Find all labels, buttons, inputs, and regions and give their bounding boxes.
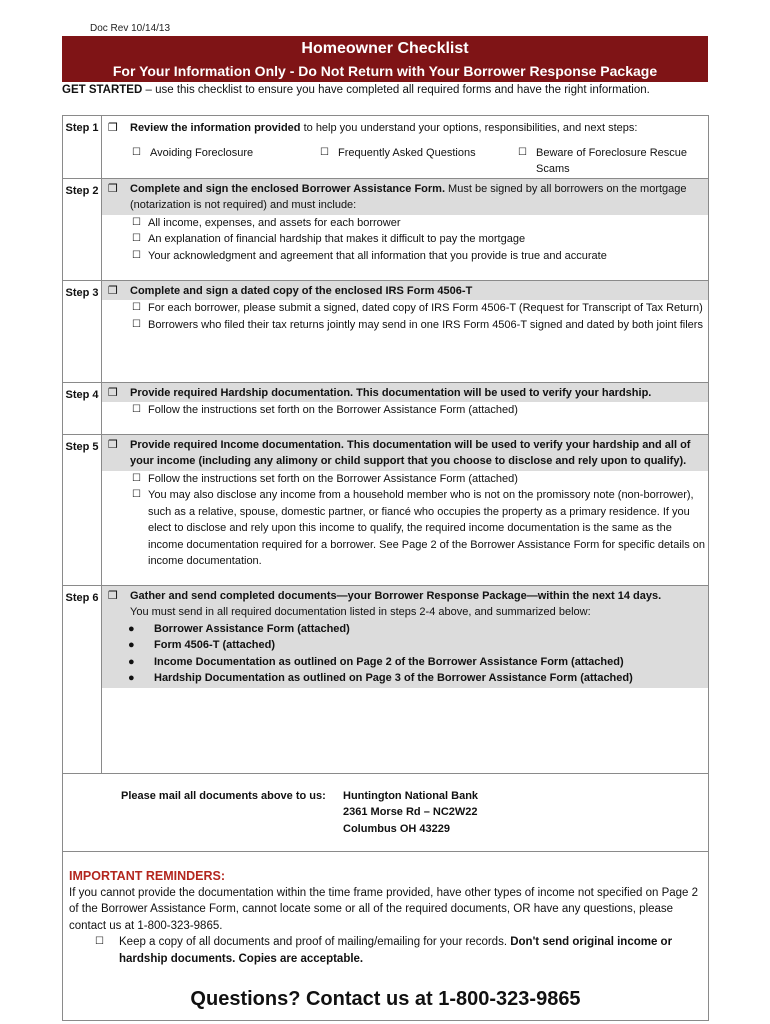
list-item bbox=[102, 215, 708, 232]
step-heading bbox=[102, 281, 708, 301]
checkbox-icon[interactable]: ❒ bbox=[108, 589, 118, 602]
step-heading-text: You must send in all required documentation listed in steps 2-4 above, and summarized below: bbox=[130, 606, 591, 618]
address-line: 2361 Morse Rd – NC2W22 bbox=[343, 806, 478, 818]
list-item-label: Hardship Documentation as outlined on Page 3 of the Borrower Assistance Form (attached) bbox=[154, 672, 633, 684]
list-item-label: All income, expenses, and assets for each borrower bbox=[148, 216, 401, 229]
get-started-label: GET STARTED bbox=[62, 84, 143, 96]
list-item bbox=[102, 300, 708, 317]
step-row bbox=[63, 178, 709, 280]
checkbox-icon[interactable]: ☐ bbox=[320, 146, 329, 158]
list-item-label: Beware of Foreclosure Rescue Scams bbox=[536, 146, 688, 175]
mailing-address bbox=[118, 788, 708, 838]
checkbox-icon[interactable]: ❒ bbox=[108, 284, 118, 297]
reminders-keep-item bbox=[69, 934, 702, 967]
step-label: Step 1 bbox=[63, 116, 102, 179]
mail-label: Please mail all documents above to us: bbox=[121, 789, 326, 802]
bullet-icon: ● bbox=[128, 672, 135, 684]
checkbox-icon[interactable]: ☐ bbox=[132, 302, 141, 313]
step-label: Step 5 bbox=[63, 434, 102, 585]
checkbox-icon[interactable]: ☐ bbox=[132, 233, 141, 244]
page-title: Homeowner Checklist bbox=[301, 40, 469, 57]
step-row bbox=[63, 585, 709, 773]
reminders-cell bbox=[63, 852, 709, 1021]
step-row bbox=[63, 434, 709, 585]
step-heading-bold: Gather and send completed documents—your Borrower Response Package—within the next 14 days. bbox=[130, 589, 662, 602]
checklist-table bbox=[62, 115, 709, 1021]
step-heading bbox=[102, 586, 708, 688]
checkbox-icon[interactable]: ❒ bbox=[108, 122, 118, 134]
step-heading bbox=[102, 179, 708, 215]
resource-list bbox=[102, 145, 708, 178]
step-row bbox=[63, 280, 709, 382]
step-content bbox=[102, 280, 709, 382]
step-heading-text: to help you understand your options, responsibilities, and next steps: bbox=[300, 122, 638, 134]
step-content bbox=[102, 434, 709, 585]
list-item bbox=[320, 145, 518, 178]
list-item-label: Borrowers who filed their tax returns jointly may send in one IRS Form 4506-T signed and dated by both joint filers bbox=[148, 318, 703, 331]
checkbox-icon[interactable]: ☐ bbox=[132, 146, 141, 158]
step-content bbox=[102, 116, 709, 179]
address-line: Columbus OH 43229 bbox=[343, 822, 450, 835]
step-row bbox=[63, 116, 709, 179]
checkbox-icon[interactable]: ☐ bbox=[518, 146, 527, 158]
list-item-label: Frequently Asked Questions bbox=[338, 146, 476, 159]
bullet-icon: ● bbox=[128, 639, 135, 651]
list-item-label: Your acknowledgment and agreement that all information that you provide is true and accurate bbox=[148, 249, 607, 262]
list-item bbox=[108, 654, 702, 671]
list-item bbox=[102, 471, 708, 488]
checkbox-icon[interactable]: ☐ bbox=[132, 472, 141, 484]
checkbox-icon[interactable]: ☐ bbox=[132, 216, 141, 228]
list-item bbox=[132, 145, 320, 178]
address-line: Huntington National Bank bbox=[343, 789, 479, 802]
checkbox-icon[interactable]: ☐ bbox=[132, 318, 141, 330]
reminders-title: IMPORTANT REMINDERS: bbox=[69, 869, 226, 883]
get-started-line bbox=[62, 84, 722, 96]
mailing-cell bbox=[63, 773, 709, 852]
list-item bbox=[102, 231, 708, 248]
step-label: Step 4 bbox=[63, 382, 102, 434]
step-row bbox=[63, 382, 709, 434]
contact-heading: Questions? Contact us at 1-800-323-9865 bbox=[190, 988, 581, 1010]
doc-revision: Doc Rev 10/14/13 bbox=[90, 23, 171, 34]
checkbox-icon[interactable]: ❒ bbox=[108, 438, 118, 451]
mailing-row bbox=[63, 773, 709, 852]
step-content bbox=[102, 382, 709, 434]
title-banner bbox=[62, 36, 708, 82]
step-label: Step 3 bbox=[63, 280, 102, 382]
list-item-label: Follow the instructions set forth on the Borrower Assistance Form (attached) bbox=[148, 472, 518, 485]
checkbox-icon[interactable]: ☐ bbox=[132, 404, 141, 415]
list-item-label: Follow the instructions set forth on the Borrower Assistance Form (attached) bbox=[148, 404, 518, 416]
keep-text: Keep a copy of all documents and proof of mailing/emailing for your records. bbox=[119, 936, 511, 948]
list-item bbox=[518, 145, 708, 178]
step-heading-bold: Complete and sign the enclosed Borrower Assistance Form. bbox=[130, 182, 445, 195]
list-item-label: Form 4506-T (attached) bbox=[154, 639, 276, 651]
step-heading bbox=[102, 435, 708, 471]
checkbox-icon[interactable]: ☐ bbox=[132, 489, 141, 500]
bullet-icon: ● bbox=[128, 655, 135, 668]
address-block bbox=[343, 788, 478, 838]
list-item-label: Income Documentation as outlined on Page 2 of the Borrower Assistance Form (attached) bbox=[154, 655, 624, 668]
step-heading-text: Must be signed by all borrowers on the mortgage (notarization is not required) and must include: bbox=[130, 182, 687, 211]
checkbox-icon[interactable]: ☐ bbox=[132, 249, 141, 261]
checkbox-icon[interactable]: ☐ bbox=[95, 936, 104, 947]
list-item bbox=[102, 402, 708, 419]
reminders-body: If you cannot provide the documentation within the time frame provided, have other types of income not specified on Page 2 of the Borrower Assistance Form, cannot locate some or all of the required documents, OR have any questions, please contact us at 1-800-323-9865. bbox=[69, 886, 699, 932]
list-item bbox=[108, 637, 702, 654]
important-reminders bbox=[63, 852, 708, 1020]
list-item bbox=[102, 317, 708, 334]
step-heading-bold: Complete and sign a dated copy of the enclosed IRS Form 4506-T bbox=[130, 284, 473, 297]
page-subtitle: For Your Information Only - Do Not Return with Your Borrower Response Package bbox=[112, 63, 658, 79]
list-item bbox=[102, 248, 708, 265]
bullet-icon: ● bbox=[128, 622, 135, 635]
list-item-label: Avoiding Foreclosure bbox=[150, 146, 254, 159]
list-item-label: Borrower Assistance Form (attached) bbox=[154, 622, 350, 635]
step-heading-bold: Provide required Hardship documentation. This documentation will be used to verify your hardship. bbox=[130, 386, 652, 399]
step-content bbox=[102, 585, 709, 773]
keep-bold: Don't send original income or hardship documents. Copies are acceptable. bbox=[119, 936, 673, 965]
checkbox-icon[interactable]: ❒ bbox=[108, 182, 118, 195]
list-item-label: You may also disclose any income from a household member who is not on the promissory note (non-borrower), such as a relative, spouse, domestic partner, or fiancé who occupies the property as a primary residence. If you elect to disclose and rely upon this income to qualify, the required income documentation is the same as the income documentation required for a borrower. See Page 2 of the Borrower Assistance Form for specific details on income documentation. bbox=[148, 489, 706, 567]
list-item bbox=[108, 621, 702, 638]
step-content bbox=[102, 178, 709, 280]
get-started-text: – use this checklist to ensure you have completed all required forms and have the right information. bbox=[142, 84, 650, 96]
step-heading bbox=[102, 383, 708, 403]
step-heading-bold: Provide required Income documentation. This documentation will be used to verify your hardship and all of your income (including any alimony or child support that you choose to disclose and rely upon to qualify). bbox=[130, 438, 691, 467]
checkbox-icon[interactable]: ❒ bbox=[108, 386, 118, 399]
step-label: Step 6 bbox=[63, 585, 102, 773]
list-item-label: For each borrower, please submit a signed, dated copy of IRS Form 4506-T (Request for Transcript of Tax Return) bbox=[148, 302, 703, 314]
step-heading bbox=[102, 116, 708, 138]
list-item bbox=[108, 670, 702, 687]
list-item-label: An explanation of financial hardship that makes it difficult to pay the mortgage bbox=[148, 233, 526, 245]
step-label: Step 2 bbox=[63, 178, 102, 280]
reminders-row bbox=[63, 852, 709, 1021]
list-item bbox=[102, 487, 708, 570]
step-heading-bold: Review the information provided bbox=[130, 122, 301, 134]
